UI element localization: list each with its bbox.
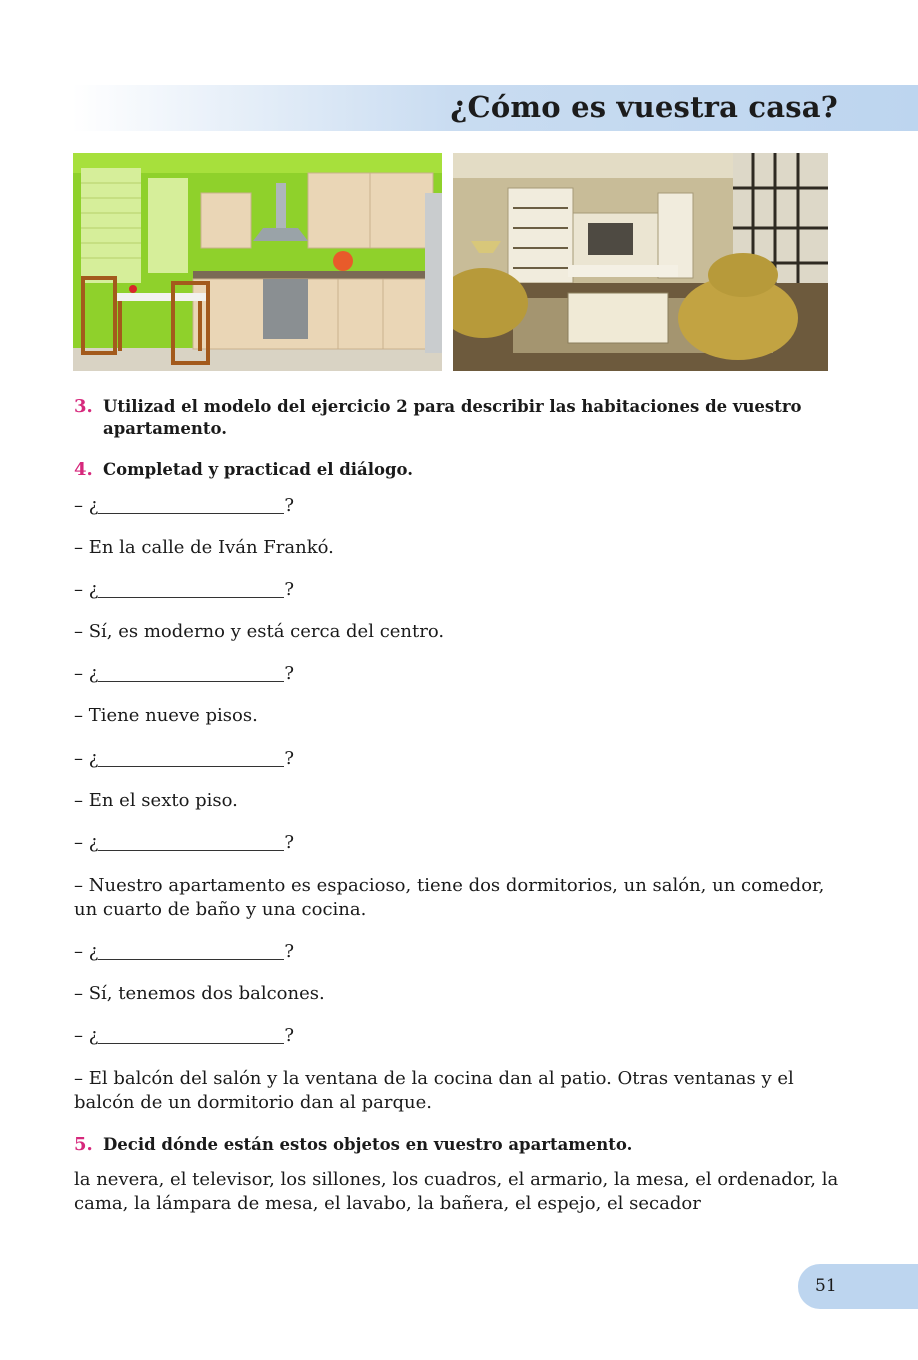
question-suffix: ? (284, 663, 295, 684)
question-prefix: – ¿ (74, 832, 99, 853)
dialogue-question (74, 831, 844, 855)
answer-blank (98, 579, 284, 598)
question-suffix: ? (284, 579, 295, 600)
question-suffix: ? (284, 495, 295, 516)
answer-blank (98, 832, 284, 851)
exercise-3 (74, 396, 842, 440)
question-suffix: ? (284, 832, 295, 853)
dialogue-answer: – Sí, tenemos dos balcones. (74, 983, 325, 1004)
dialogue-question (74, 494, 844, 518)
dialogue-answer: – El balcón del salón y la ventana de la cocina dan al patio. Otras ventanas y el balcón de un dormitorio dan al parque. (74, 1068, 794, 1113)
dialogue-answer: – Tiene nueve pisos. (74, 705, 258, 726)
exercise-number: 3. (74, 396, 93, 417)
page-number: 51 (815, 1276, 837, 1296)
question-prefix: – ¿ (74, 663, 99, 684)
answer-blank (98, 495, 284, 514)
objects-list: la nevera, el televisor, los sillones, los cuadros, el armario, la mesa, el ordenador, la cama, la lámpara de mesa, el lavabo, la bañera, el espejo, el secador (74, 1169, 839, 1214)
exercise-number: 4. (74, 459, 93, 480)
exercise-4 (74, 459, 842, 481)
answer-blank (98, 748, 284, 767)
dialogue-answer: – En el sexto piso. (74, 790, 238, 811)
question-suffix: ? (284, 941, 295, 962)
exercise-instruction: Completad y practicad el diálogo. (103, 460, 413, 479)
dialogue-question (74, 662, 844, 686)
exercise-instruction: Decid dónde están estos objetos en vuestro apartamento. (103, 1135, 633, 1154)
page-title: ¿Cómo es vuestra casa? (450, 90, 838, 124)
question-prefix: – ¿ (74, 495, 99, 516)
kitchen-photo (73, 153, 442, 371)
question-prefix: – ¿ (74, 1025, 99, 1046)
dialogue-question (74, 940, 844, 964)
dialogue-question (74, 578, 844, 602)
dialogue-answer: – Sí, es moderno y está cerca del centro. (74, 621, 445, 642)
dialogue-answer: – En la calle de Iván Frankó. (74, 537, 334, 558)
question-prefix: – ¿ (74, 941, 99, 962)
dialogue-answer: – Nuestro apartamento es espacioso, tiene dos dormitorios, un salón, un comedor, un cuarto de baño y una cocina. (74, 875, 825, 920)
question-prefix: – ¿ (74, 748, 99, 769)
question-suffix: ? (284, 748, 295, 769)
dialogue-question (74, 747, 844, 771)
answer-blank (98, 941, 284, 960)
exercise-5 (74, 1134, 842, 1156)
question-suffix: ? (284, 1025, 295, 1046)
exercise-instruction: Utilizad el modelo del ejercicio 2 para describir las habitaciones de vuestro apartamento. (103, 397, 802, 438)
answer-blank (98, 1025, 284, 1044)
living-room-photo (453, 153, 828, 371)
dialogue-question (74, 1024, 844, 1048)
question-prefix: – ¿ (74, 579, 99, 600)
exercise-number: 5. (74, 1134, 93, 1155)
answer-blank (98, 663, 284, 682)
